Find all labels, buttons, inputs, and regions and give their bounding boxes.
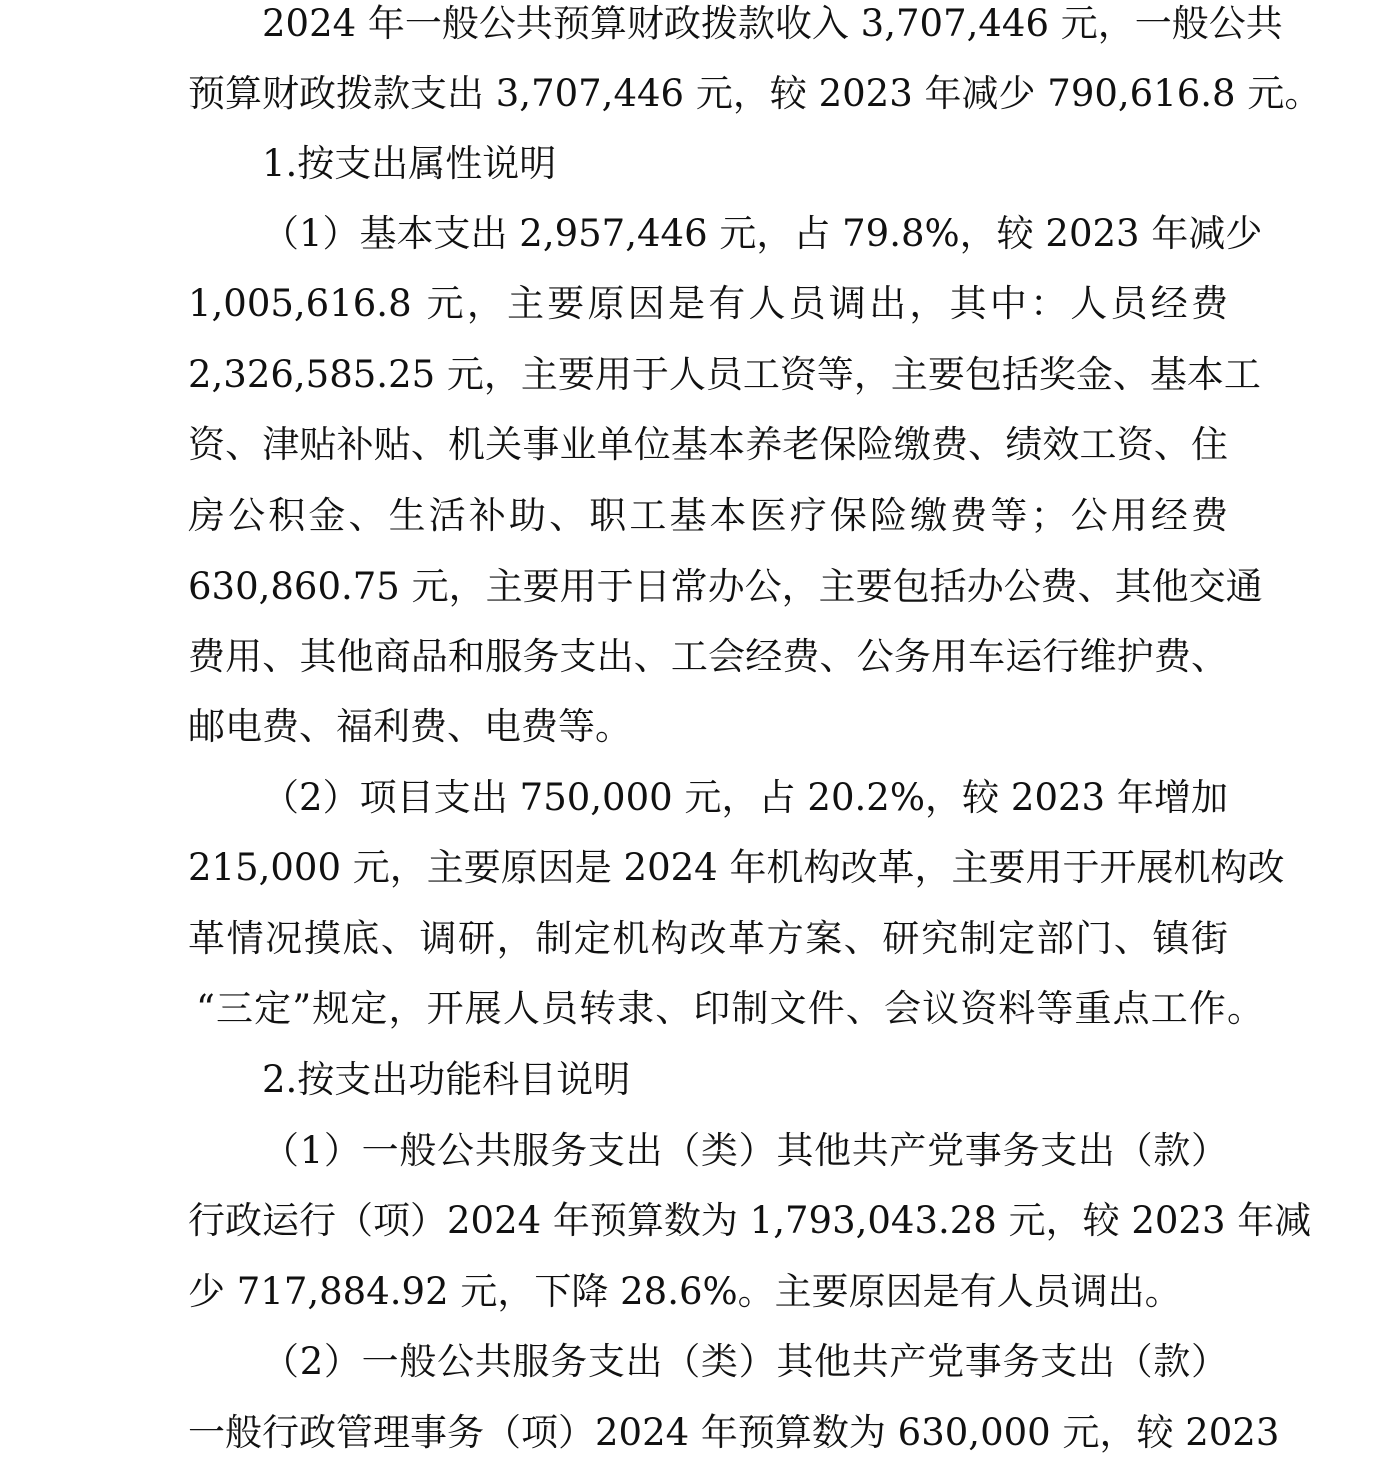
- text-line-17: （1）一般公共服务支出（类）其他共产党事务支出（款）: [262, 1129, 1228, 1172]
- text-line-1: 2024 年一般公共预算财政拨款收入 3,707,446 元，一般公共: [262, 2, 1283, 45]
- text-line-15: “三定”规定，开展人员转隶、印制文件、会议资料等重点工作。: [196, 987, 1264, 1030]
- text-line-19: 少 717,884.92 元，下降 28.6%。主要原因是有人员调出。: [188, 1270, 1182, 1313]
- text-line-14: 革情况摸底、调研，制定机构改革方案、研究制定部门、镇街: [188, 917, 1228, 960]
- text-line-9: 630,860.75 元，主要用于日常办公，主要包括办公费、其他交通: [188, 565, 1263, 608]
- text-line-10: 费用、其他商品和服务支出、工会经费、公务用车运行维护费、: [188, 635, 1228, 678]
- text-line-13: 215,000 元，主要原因是 2024 年机构改革，主要用于开展机构改: [188, 846, 1285, 889]
- text-line-7: 资、津贴补贴、机关事业单位基本养老保险缴费、绩效工资、住: [188, 423, 1228, 466]
- text-line-5: 1,005,616.8 元，主要原因是有人员调出，其中：人员经费: [188, 282, 1228, 325]
- text-line-11: 邮电费、福利费、电费等。: [188, 705, 632, 748]
- text-line-21: 一般行政管理事务（项）2024 年预算数为 630,000 元，较 2023: [188, 1411, 1280, 1454]
- text-line-4: （1）基本支出 2,957,446 元，占 79.8%，较 2023 年减少: [262, 212, 1263, 255]
- text-line-20: （2）一般公共服务支出（类）其他共产党事务支出（款）: [262, 1340, 1228, 1383]
- text-line-2: 预算财政拨款支出 3,707,446 元，较 2023 年减少 790,616.8 元。: [188, 72, 1322, 115]
- text-line-8: 房公积金、生活补助、职工基本医疗保险缴费等；公用经费: [188, 494, 1228, 537]
- text-line-18: 行政运行（项）2024 年预算数为 1,793,043.28 元，较 2023 年减: [188, 1199, 1312, 1242]
- section-heading-1: 1.按支出属性说明: [262, 142, 557, 185]
- text-line-6: 2,326,585.25 元，主要用于人员工资等，主要包括奖金、基本工: [188, 353, 1261, 396]
- section-heading-2: 2.按支出功能科目说明: [262, 1058, 631, 1101]
- text-line-12: （2）项目支出 750,000 元，占 20.2%，较 2023 年增加: [262, 776, 1228, 819]
